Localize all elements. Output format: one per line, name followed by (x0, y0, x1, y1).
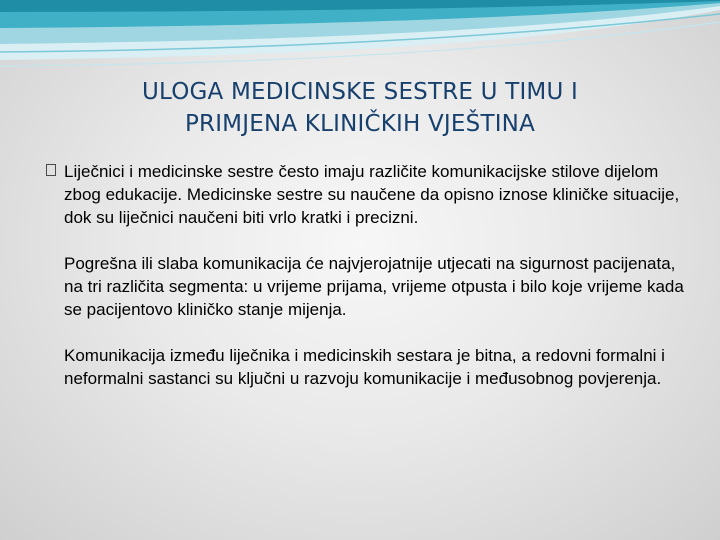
paragraph-text: Liječnici i medicinske sestre često imaju različite komunikacijske stilove dijelom zbog edukacije. Medicinske sestre su naučene da opisno iznose kliničke situacije, dok su liječnici naučeni biti vrlo kratki i precizni. (64, 162, 680, 227)
slide-title-line-1: ULOGA MEDICINSKE SESTRE U TIMU I (142, 79, 578, 105)
slide-body (46, 160, 686, 390)
paragraph-text: Komunikacija između liječnika i medicinskih sestara je bitna, a redovni formalni i neformalni sastanci su ključni u razvoju komunikacije i međusobnog povjerenja. (64, 346, 665, 388)
body-paragraph-2 (46, 252, 686, 321)
slide-title-line-2: PRIMJENA KLINIČKIH VJEŠTINA (184, 111, 536, 137)
square-bullet-icon (46, 164, 56, 176)
body-paragraph-3 (46, 344, 686, 390)
slide-title (40, 76, 680, 140)
paragraph-text: Pogrešna ili slaba komunikacija će najvjerojatnije utjecati na sigurnost pacijenata, na tri različita segmenta: u vrijeme prijama, vrijeme otpusta i bilo koje vrijeme kada se pacijentovo kliničko stanje mijenja. (64, 254, 684, 319)
body-paragraph-1 (46, 160, 686, 229)
